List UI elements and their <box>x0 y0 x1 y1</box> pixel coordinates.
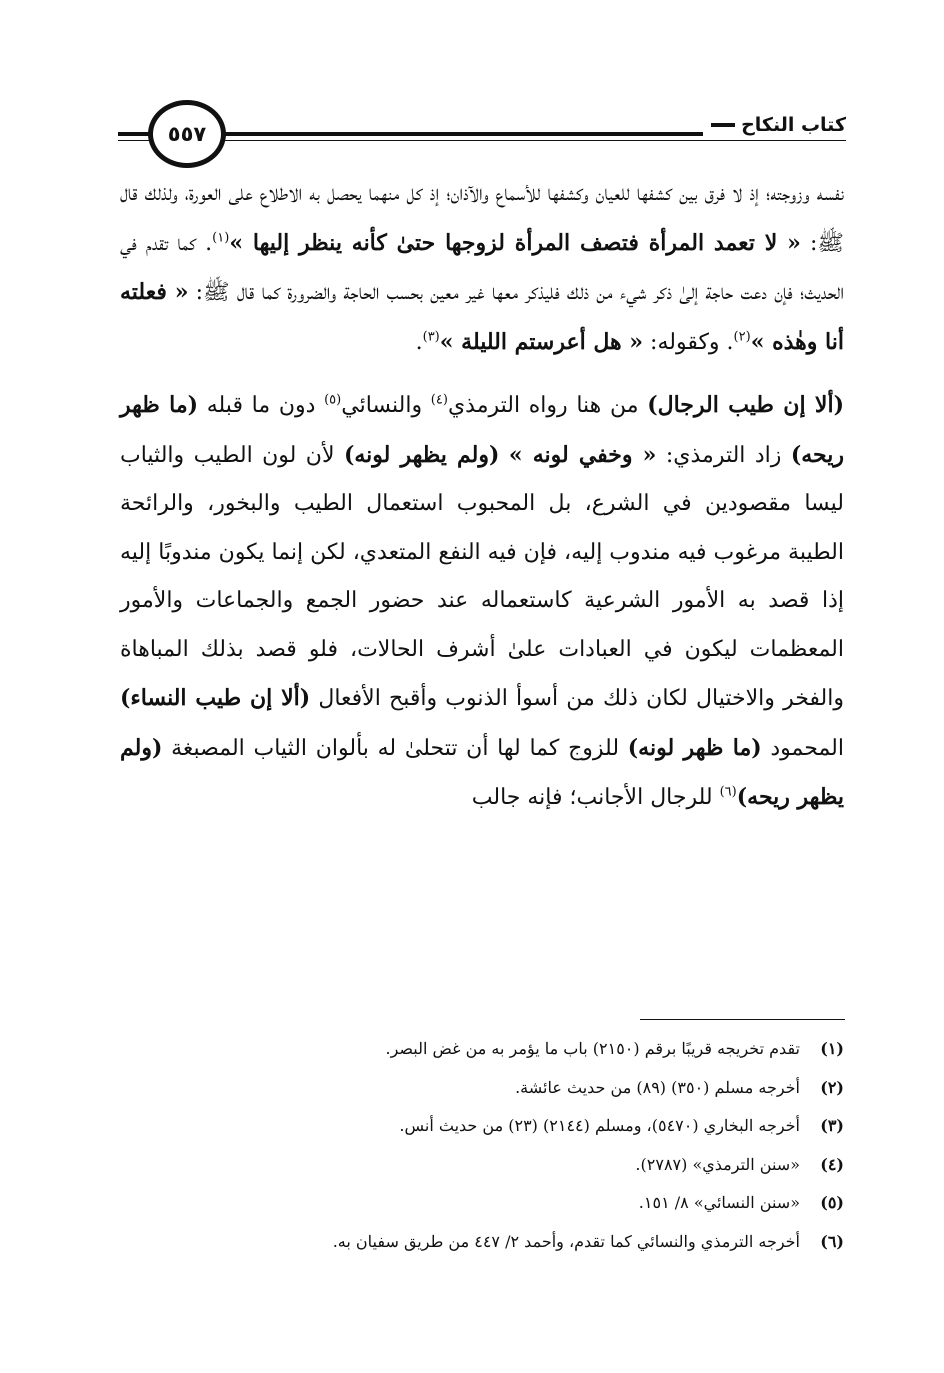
footnote <box>120 1107 844 1146</box>
text-run <box>499 443 508 468</box>
text-run: المحمود <box>761 735 844 761</box>
footnote-number: (٤) <box>820 1154 844 1174</box>
footnote-text: أخرجه مسلم (٣٥٠) (٨٩) من حديث عائشة. <box>515 1077 800 1097</box>
text-run: . <box>415 329 423 355</box>
footnote-ref: (٦) <box>719 784 737 800</box>
running-title <box>703 114 846 136</box>
text-run: دون ما قبله <box>198 393 325 418</box>
footnote-ref: (٢) <box>733 329 751 345</box>
footnote-separator <box>640 1019 845 1020</box>
footnote <box>120 1069 844 1108</box>
footnote-number: (٣) <box>820 1116 844 1135</box>
paragraph <box>120 381 844 823</box>
text-run: زاد الترمذي: <box>656 442 791 468</box>
main-text <box>120 170 844 823</box>
footnote-number: (١) <box>820 1039 844 1058</box>
footnote-text: أخرجه الترمذي والنسائي كما تقدم، وأحمد ٢/ ٤٤٧ من طريق سفيان به. <box>332 1231 800 1251</box>
header-rule-thin <box>118 140 846 141</box>
title-dash <box>711 123 735 127</box>
footnote <box>120 1184 844 1223</box>
bold-phrase: « هل أعرستم الليلة » <box>439 328 644 355</box>
text-run: نفسه وزوجته؛ إذ لا فرق بين كشفها للعيان وكشفها للأسماع والآذان؛ إذ كل منهما يحصل به الاطلاع على العورة، ولذلك قال ﷺ: <box>120 181 844 256</box>
bold-phrase: (ولم يظهر ريحه) <box>120 734 844 810</box>
text-run: للزوج كما لها أن تتحلىٰ له بألوان الثياب المصبغة <box>162 735 628 761</box>
page-header <box>118 100 846 164</box>
page-number-badge <box>148 100 226 168</box>
bold-phrase: « لا تعمد المرأة فتصف المرأة لزوجها حتىٰ كأنه ينظر إليها » <box>229 229 801 256</box>
footnotes <box>120 1030 844 1261</box>
footnote-text: تقدم تخريجه قريبًا برقم (٢١٥٠) باب ما يؤمر به من غض البصر. <box>385 1039 800 1058</box>
footnote <box>120 1223 844 1262</box>
bold-phrase: (ما ظهر ريحه) <box>120 392 844 468</box>
text-run: من هنا رواه الترمذي <box>447 393 648 418</box>
text-run: للرجال الأجانب؛ فإنه جالب <box>471 785 720 810</box>
bold-phrase: « فعلته أنا وهٰذه » <box>120 279 844 355</box>
footnote-ref: (٣) <box>422 329 440 345</box>
footnote-text: «سنن النسائي» ٨/ ١٥١. <box>638 1193 800 1212</box>
book-title: كتاب النكاح <box>741 114 846 136</box>
bold-phrase: (ألا إن طيب النساء) <box>120 685 311 711</box>
paragraph <box>120 170 844 367</box>
footnote-number: (٦) <box>820 1231 844 1251</box>
text-run: . كما تقدم في الحديث؛ فإن دعت حاجة إلىٰ ذكر شيء من ذلك فليذكر معها غير معين بحسب الحاجة والضرورة كما قال ﷺ: <box>120 230 844 305</box>
footnote-text: أخرجه البخاري (٥٤٧٠)، ومسلم (٢١٤٤) (٢٣) من حديث أنس. <box>399 1116 800 1135</box>
bold-phrase: (ولم يظهر لونه) <box>343 441 500 468</box>
footnote-ref: (١) <box>212 230 230 246</box>
footnote-ref: (٥) <box>324 392 342 408</box>
footnote-ref: (٤) <box>430 392 448 408</box>
bold-phrase: (ألا إن طيب الرجال) <box>647 392 844 418</box>
text-run: والنسائي <box>341 393 431 418</box>
footnote-number: (٢) <box>820 1077 844 1097</box>
bold-phrase: « وخفي لونه » <box>508 441 657 468</box>
footnote <box>120 1030 844 1069</box>
bold-phrase: (ما ظهر لونه) <box>627 734 762 761</box>
footnote <box>120 1146 844 1185</box>
footnote-text: «سنن الترمذي» (٢٧٨٧). <box>635 1154 800 1174</box>
footnote-number: (٥) <box>820 1193 844 1212</box>
page-number: ٥٥٧ <box>167 122 207 146</box>
text-run: . وكقوله: <box>643 329 734 355</box>
text-run: لأن لون الطيب والثياب ليسا مقصودين في الشرع، بل المحبوب استعمال الطيب والبخور، والرائحة الطيبة مرغوب فيه مندوب إليه، فإن فيه النفع المتعدي، لكن إنما يكون مندوبًا إليه إذا قصد به الأمور الشرعية كاستعماله عند حضور الجمع والجماعات والأمور المعظمات ليكون في العبادات علىٰ أشرف الحالات، فلو قصد بذلك المباهاة والفخر والاختيال لكان ذلك من أسوأ الذنوب وأقبح الأفعال <box>120 442 844 711</box>
